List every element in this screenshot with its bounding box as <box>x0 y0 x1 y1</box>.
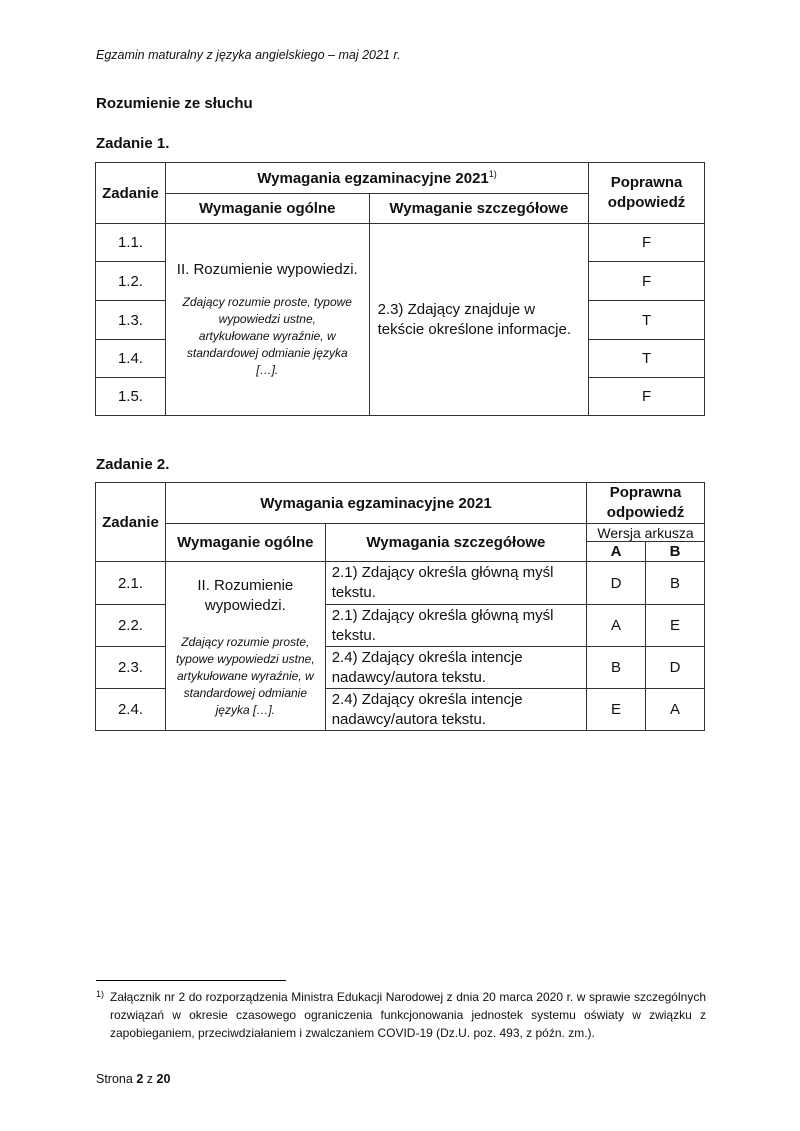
task1-row-4-answer: T <box>589 340 705 378</box>
task1-row-2-answer: F <box>589 262 705 301</box>
task1-general-desc: Zdający rozumie proste, typowe wypowiedzi ustne, artykułowane wyraźnie, w standardowej odmianie języka […]. <box>182 295 352 377</box>
task2-row-3-b: D <box>646 647 705 689</box>
task2-row-3-a: B <box>587 647 646 689</box>
task1-row-3-num: 1.3. <box>96 301 166 340</box>
task2-row-2-a: A <box>587 605 646 647</box>
page-header: Egzamin maturalny z języka angielskiego – maj 2021 r. <box>96 48 401 62</box>
footnote-mark: 1) <box>96 989 105 999</box>
task1-row-2-num: 1.2. <box>96 262 166 301</box>
task2-row-4-b: A <box>646 689 705 731</box>
task1-row-3-answer: T <box>589 301 705 340</box>
task2-general-title: II. Rozumienie wypowiedzi. <box>197 577 294 614</box>
task2-row-4-a: E <box>587 689 646 731</box>
task1-header-specific: Wymaganie szczegółowe <box>369 194 589 224</box>
task1-row-1-num: 1.1. <box>96 224 166 262</box>
task1-general-cell <box>165 224 369 416</box>
task2-row-3-num: 2.3. <box>96 647 166 689</box>
page-number: Strona 2 z 20 <box>96 1072 171 1086</box>
task2-row-3-specific: 2.4) Zdający określa intencje nadawcy/autora tekstu. <box>325 647 586 689</box>
task2-table <box>95 482 705 731</box>
task2-row-4-specific: 2.4) Zdający określa intencje nadawcy/autora tekstu. <box>325 689 586 731</box>
task1-header-task: Zadanie <box>96 163 166 224</box>
task1-row-1-answer: F <box>589 224 705 262</box>
task1-row-5-answer: F <box>589 378 705 416</box>
task1-header-answer: Poprawna odpowiedź <box>589 163 705 224</box>
task1-header-requirements: Wymagania egzaminacyjne 2021$^{1)}$ <box>165 163 588 194</box>
task1-general-title: II. Rozumienie wypowiedzi. <box>176 261 358 278</box>
task1-header-general: Wymaganie ogólne <box>165 194 369 224</box>
footnote-text: Załącznik nr 2 do rozporządzenia Ministra Edukacji Narodowej z dnia 20 marca 2020 r. w sprawie szczególnych rozwiązań w okresie czasowego ograniczenia funkcjonowania jednostek systemu oświaty w związku z zapobieganiem, przeciwdziałaniem i zwalczaniem COVID-19 (Dz.U. poz. 493, z późn. zm.). <box>110 990 706 1040</box>
section-title: Rozumienie ze słuchu <box>96 95 253 112</box>
task2-header-answer: Poprawna odpowiedź <box>587 483 705 524</box>
task2-header-task: Zadanie <box>96 483 166 562</box>
footnote-divider <box>96 980 286 981</box>
task2-row-1-a: D <box>587 562 646 605</box>
task1-title: Zadanie 1. <box>96 135 170 152</box>
task2-general-desc: Zdający rozumie proste, typowe wypowiedzi ustne, artykułowane wyraźnie, w standardowej odmianie języka […]. <box>175 635 315 717</box>
task2-row-2-num: 2.2. <box>96 605 166 647</box>
footnote <box>96 988 706 1042</box>
task1-row-5-num: 1.5. <box>96 378 166 416</box>
task2-header-requirements: Wymagania egzaminacyjne 2021 <box>165 483 586 524</box>
task2-row-1-num: 2.1. <box>96 562 166 605</box>
task2-row-2-b: E <box>646 605 705 647</box>
task2-header-version: Wersja arkusza <box>587 524 705 542</box>
task2-row-4-num: 2.4. <box>96 689 166 731</box>
task1-table <box>95 162 705 416</box>
task2-row-1-b: B <box>646 562 705 605</box>
task2-general-cell <box>165 562 325 731</box>
task1-row-4-num: 1.4. <box>96 340 166 378</box>
task1-specific-cell: 2.3) Zdający znajduje w tekście określone informacje. <box>369 224 589 416</box>
task2-header-a: A <box>587 542 646 562</box>
task2-header-b: B <box>646 542 705 562</box>
task2-header-general: Wymaganie ogólne <box>165 524 325 562</box>
task2-header-specific: Wymagania szczegółowe <box>325 524 586 562</box>
task2-row-2-specific: 2.1) Zdający określa główną myśl tekstu. <box>325 605 586 647</box>
task2-title: Zadanie 2. <box>96 456 170 473</box>
task2-row-1-specific: 2.1) Zdający określa główną myśl tekstu. <box>325 562 586 605</box>
